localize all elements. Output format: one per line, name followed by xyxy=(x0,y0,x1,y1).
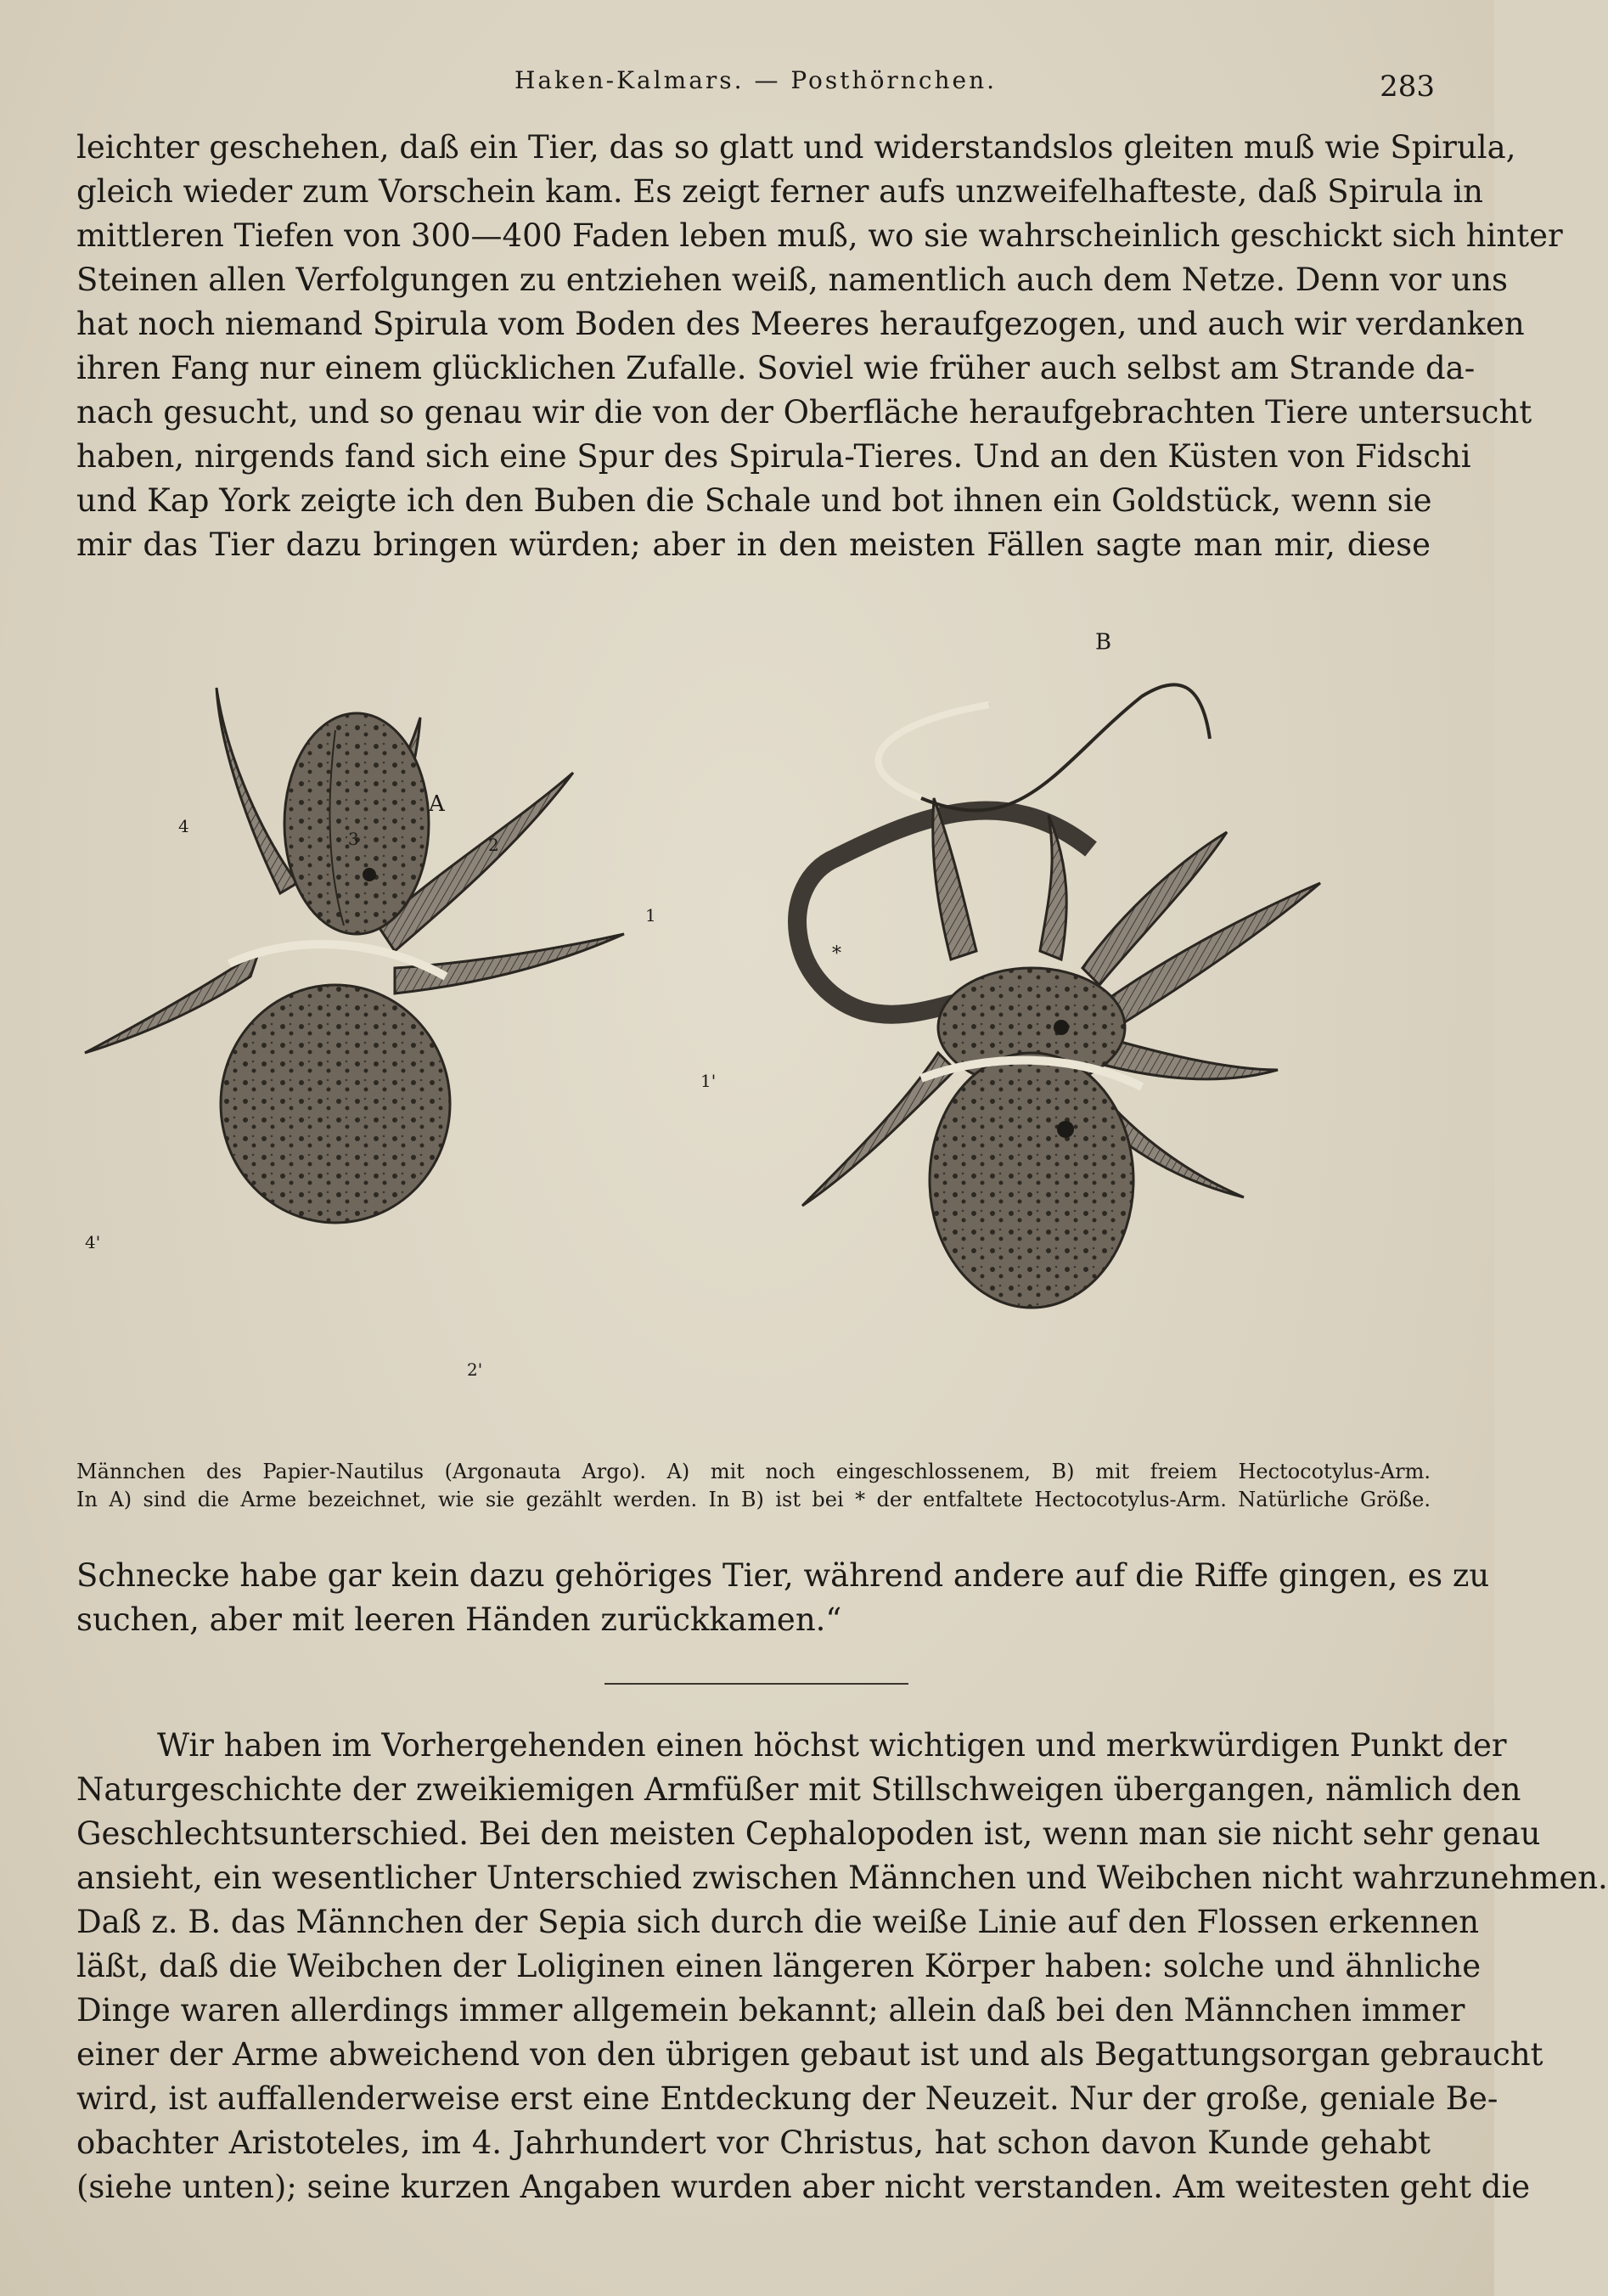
body-a-mantle xyxy=(284,713,429,934)
caption-line: Männchen des Papier-Nautilus (Argonauta Argo). A) mit noch eingeschlossenem, B) mit freiem Hectocotylus-Arm. xyxy=(76,1460,1431,1483)
text-line: gleich wieder zum Vorschein kam. Es zeigt ferner aufs unzweifelhafteste, daß Spirula in xyxy=(76,173,1483,210)
text-line: ansieht, ein wesentlicher Unterschied zwischen Männchen und Weibchen nicht wahrzunehmen. xyxy=(76,1860,1608,1896)
paragraph-bottom xyxy=(76,1724,1608,2209)
arm-label: 2' xyxy=(467,1359,483,1380)
argonauta-illustration xyxy=(72,628,1431,1477)
caption-line: In A) sind die Arme bezeichnet, wie sie gezählt werden. In B) ist bei * der entfaltete Hectocotylus-Arm. Natürliche Größe. xyxy=(76,1488,1431,1511)
text-line: Wir haben im Vorhergehenden einen höchst wichtigen und merkwürdigen Punkt der xyxy=(157,1727,1507,1764)
text-line: Daß z. B. das Männchen der Sepia sich durch die weiße Linie auf den Flossen erkennen xyxy=(76,1904,1480,1940)
section-divider xyxy=(604,1683,908,1685)
paragraph-mid xyxy=(76,1554,1490,1642)
arm-label: 4 xyxy=(178,816,189,836)
label-figure-b: B xyxy=(1095,629,1112,656)
text-line: nach gesucht, und so genau wir die von der Oberfläche heraufgebrachten Tiere untersucht xyxy=(76,394,1532,430)
octopus-figure xyxy=(72,628,1431,1477)
paragraph-top xyxy=(76,126,1563,567)
text-line: obachter Aristoteles, im 4. Jahrhundert vor Christus, hat schon davon Kunde gehabt xyxy=(76,2124,1431,2161)
arm xyxy=(216,688,297,893)
text-line: haben, nirgends fand sich eine Spur des Spirula-Tieres. Und an den Küsten von Fidschi xyxy=(76,438,1471,475)
text-line: (siehe unten); seine kurzen Angaben wurden aber nicht verstanden. Am weitesten geht die xyxy=(76,2169,1531,2205)
figure-b-octopus xyxy=(797,629,1320,1308)
text-line: Dinge waren allerdings immer allgemein bekannt; allein daß bei den Männchen immer xyxy=(76,1992,1465,2029)
label-figure-a: A xyxy=(429,791,445,817)
text-line: Naturgeschichte der zweikiemigen Armfüßer mit Stillschweigen übergangen, nämlich den xyxy=(76,1771,1521,1808)
text-line: hat noch niemand Spirula vom Boden des Meeres heraufgezogen, und auch wir verdanken xyxy=(76,306,1525,342)
figure-a-octopus xyxy=(85,688,716,1380)
page-number: 283 xyxy=(1380,70,1435,104)
running-head: Haken-Kalmars. — Posthörnchen. xyxy=(514,66,998,94)
page-header xyxy=(76,66,1435,109)
body-a-lower xyxy=(221,985,450,1223)
text-line: und Kap York zeigte ich den Buben die Schale und bot ihnen ein Goldstück, wenn sie xyxy=(76,482,1432,519)
text-line: mir das Tier dazu bringen würden; aber in den meisten Fällen sagte man mir, diese xyxy=(76,526,1431,563)
arm-label: 1 xyxy=(645,905,656,926)
hectocotylus-star: * xyxy=(832,943,841,965)
arm-label: 4' xyxy=(85,1232,101,1252)
text-line: Geschlechtsunterschied. Bei den meisten Cephalopoden ist, wenn man sie nicht sehr genau xyxy=(76,1815,1541,1852)
text-line: leichter geschehen, daß ein Tier, das so glatt und widerstandslos gleiten muß wie Spirula, xyxy=(76,129,1516,166)
text-line: Schnecke habe gar kein dazu gehöriges Tier, während andere auf die Riffe gingen, es zu xyxy=(76,1557,1490,1594)
text-line: wird, ist auffallenderweise erst eine Entdeckung der Neuzeit. Nur der große, geniale Be- xyxy=(76,2080,1498,2117)
figure-caption xyxy=(76,1458,1431,1514)
text-line: läßt, daß die Weibchen der Loliginen einen längeren Körper haben: solche und ähnliche xyxy=(76,1948,1481,1984)
text-line: mittleren Tiefen von 300—400 Faden leben muß, wo sie wahrscheinlich geschickt sich hinter xyxy=(76,217,1563,254)
text-line: suchen, aber mit leeren Händen zurückkamen.“ xyxy=(76,1601,842,1638)
body-b-lower xyxy=(930,1053,1133,1308)
arm-label: 1' xyxy=(700,1071,717,1091)
text-line: ihren Fang nur einem glücklichen Zufalle. Soviel wie früher auch selbst am Strande da- xyxy=(76,350,1476,386)
text-line: einer der Arme abweichend von den übrigen gebaut ist und als Begattungsorgan gebraucht xyxy=(76,2036,1543,2073)
text-line: Steinen allen Verfolgungen zu entziehen weiß, namentlich auch dem Netze. Denn vor uns xyxy=(76,262,1509,298)
arm-label: 2 xyxy=(488,835,499,855)
arm-label: 3 xyxy=(348,829,359,849)
